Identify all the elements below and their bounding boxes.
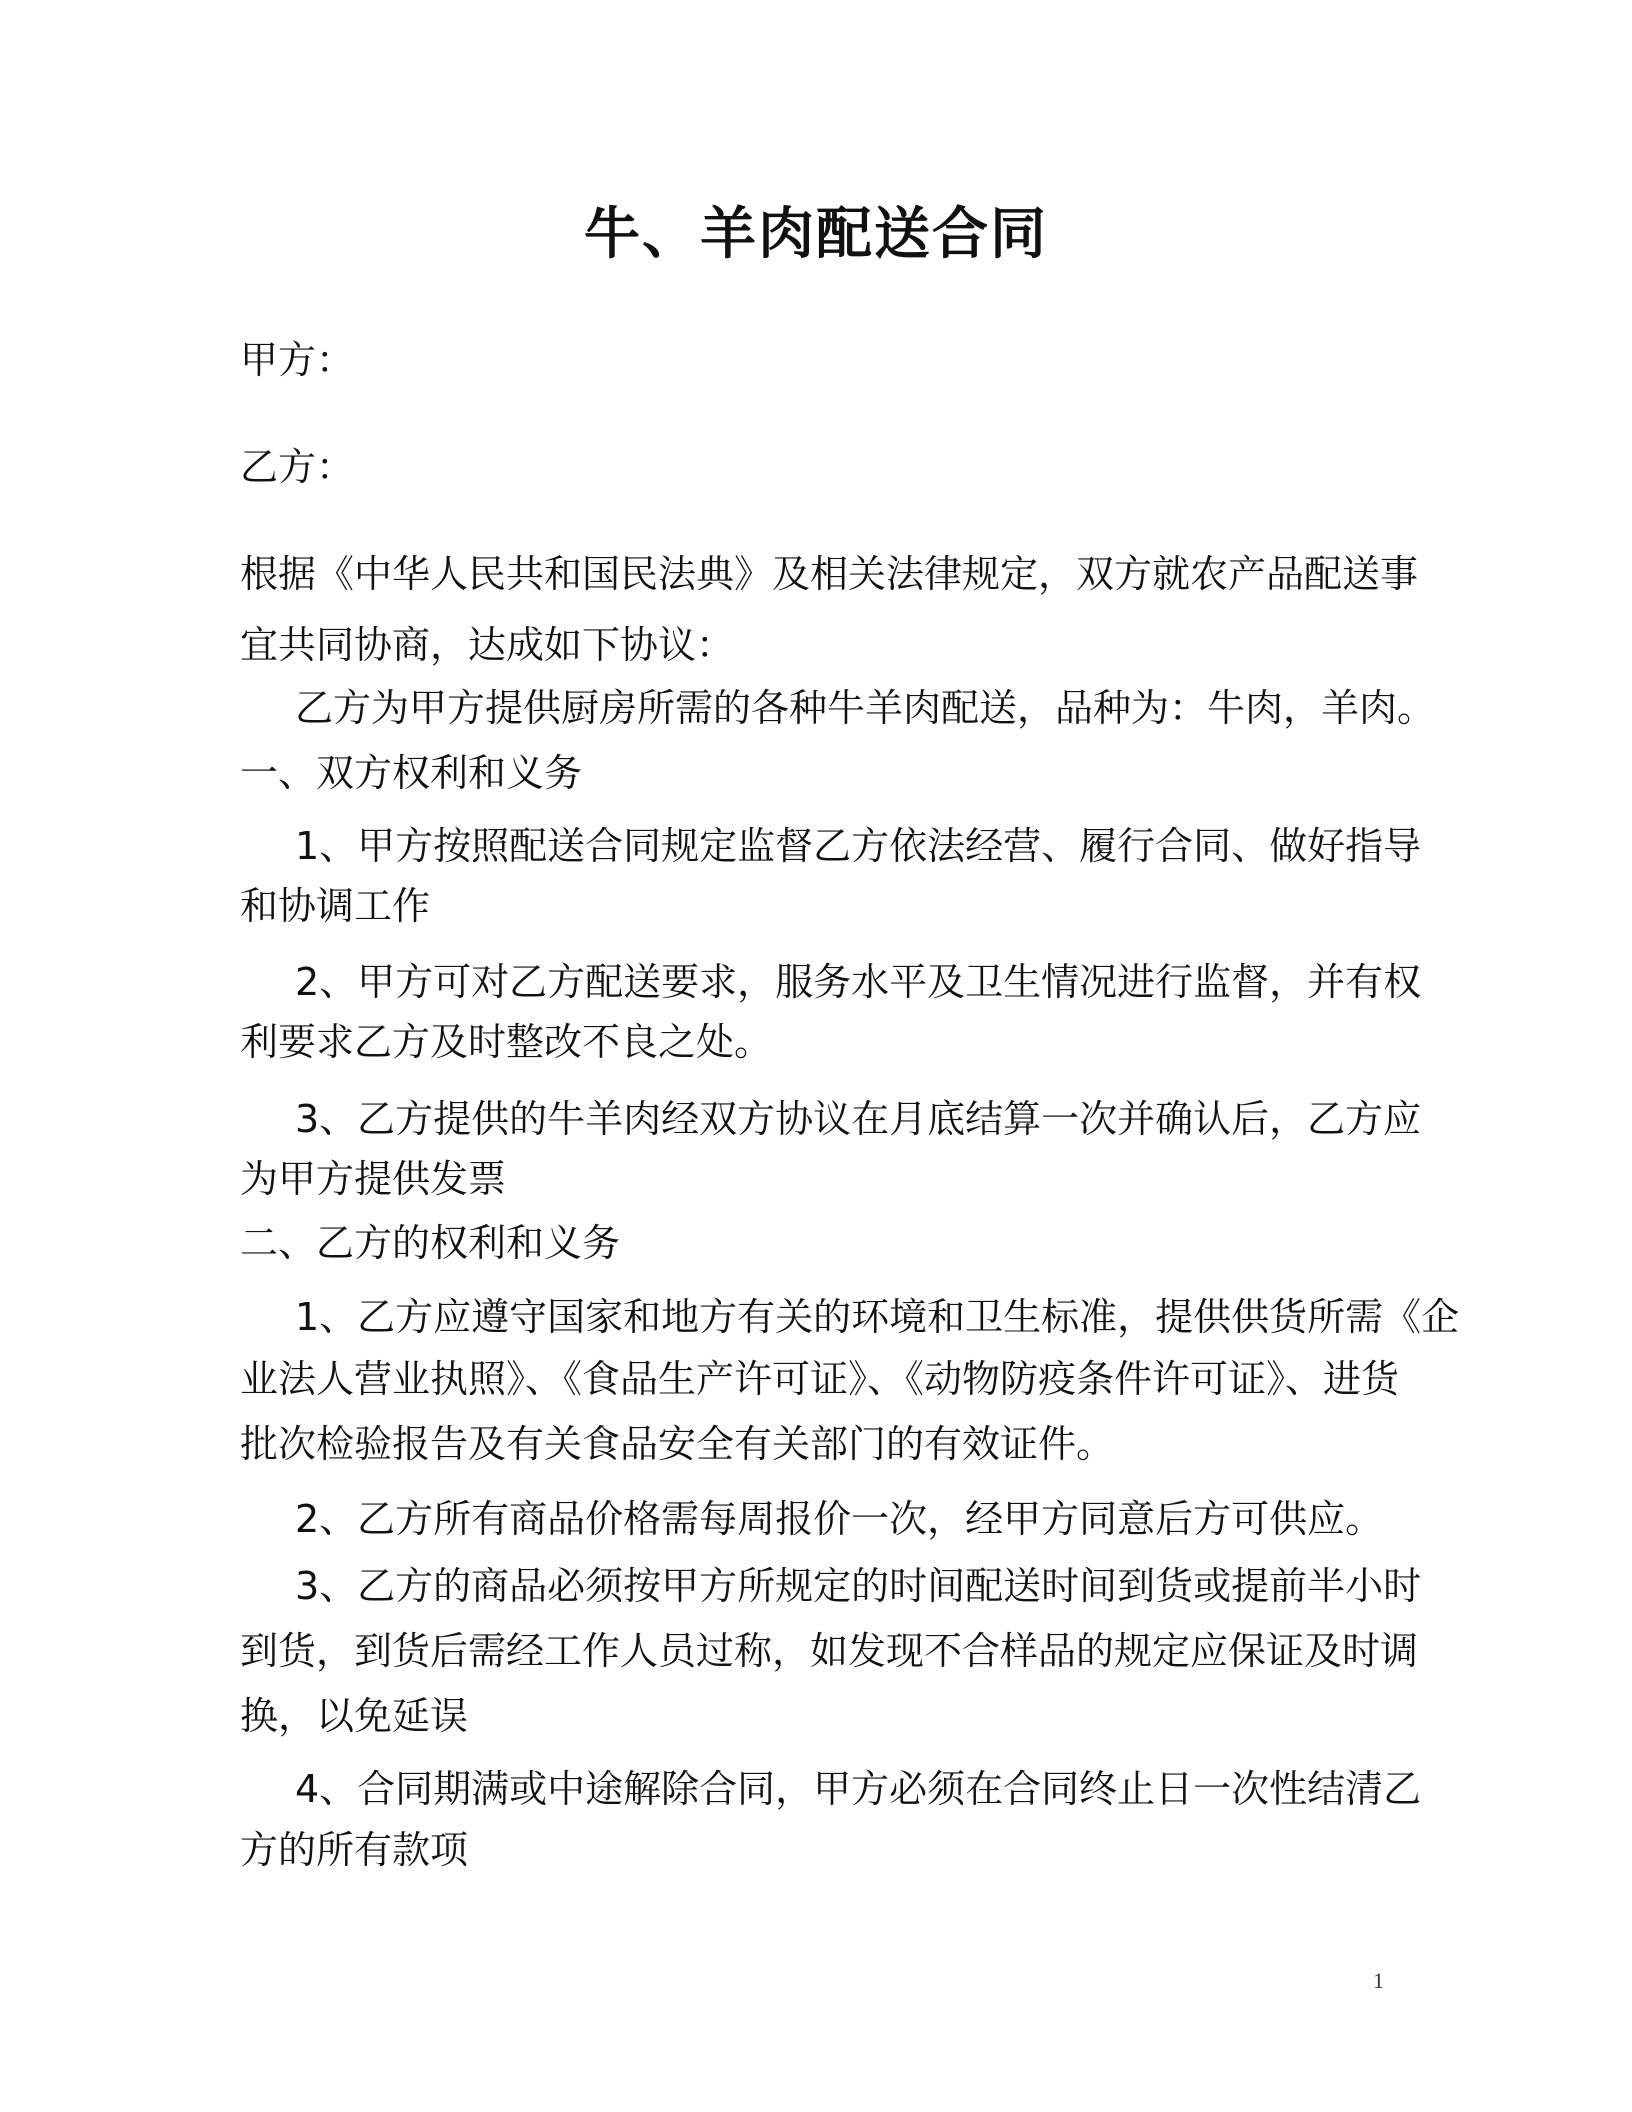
clause-line: 和协调工作 xyxy=(240,884,431,928)
document-title: 牛、羊肉配送合同 xyxy=(584,202,1048,267)
clause-line: 到货，到货后需经工作人员过称，如发现不合样品的规定应保证及时调 xyxy=(240,1629,1419,1673)
clause-line: 换，以免延误 xyxy=(240,1694,469,1738)
preamble-line: 根据《中华人民共和国民法典》及相关法律规定，双方就农产品配送事 xyxy=(240,552,1419,596)
clause-line: 业法人营业执照》、《食品生产许可证》、《动物防疫条件许可证》、进货 xyxy=(240,1357,1400,1401)
clause-line: 3、乙方的商品必须按甲方所规定的时间配送时间到货或提前半小时 xyxy=(295,1564,1422,1608)
clause-line: 利要求乙方及时整改不良之处。 xyxy=(240,1020,773,1064)
preamble-line: 宜共同协商，达成如下协议： xyxy=(240,623,735,667)
clause-line: 批次检验报告及有关食品安全有关部门的有效证件。 xyxy=(240,1422,1115,1466)
clause-line: 1、乙方应遵守国家和地方有关的环境和卫生标准，提供供货所需《企 xyxy=(295,1295,1460,1339)
party-a-label: 甲方： xyxy=(240,338,355,382)
page-number: 1 xyxy=(1373,1968,1384,1993)
section-heading: 二、乙方的权利和义务 xyxy=(240,1221,621,1265)
clause-line: 为甲方提供发票 xyxy=(240,1157,507,1201)
clause-line: 4、合同期满或中途解除合同，甲方必须在合同终止日一次性结清乙 xyxy=(295,1767,1422,1811)
clause-line: 2、甲方可对乙方配送要求，服务水平及卫生情况进行监督，并有权 xyxy=(295,960,1422,1004)
clause-line: 2、乙方所有商品价格需每周报价一次，经甲方同意后方可供应。 xyxy=(295,1497,1384,1541)
clause-line: 1、甲方按照配送合同规定监督乙方依法经营、履行合同、做好指导 xyxy=(295,824,1422,868)
intro-paragraph: 乙方为甲方提供厨房所需的各种牛羊肉配送，品种为：牛肉，羊肉。 xyxy=(295,686,1436,730)
party-b-label: 乙方： xyxy=(240,445,355,489)
clause-line: 方的所有款项 xyxy=(240,1828,469,1872)
section-heading: 一、双方权利和义务 xyxy=(240,751,583,795)
clause-line: 3、乙方提供的牛羊肉经双方协议在月底结算一次并确认后，乙方应 xyxy=(295,1097,1422,1141)
